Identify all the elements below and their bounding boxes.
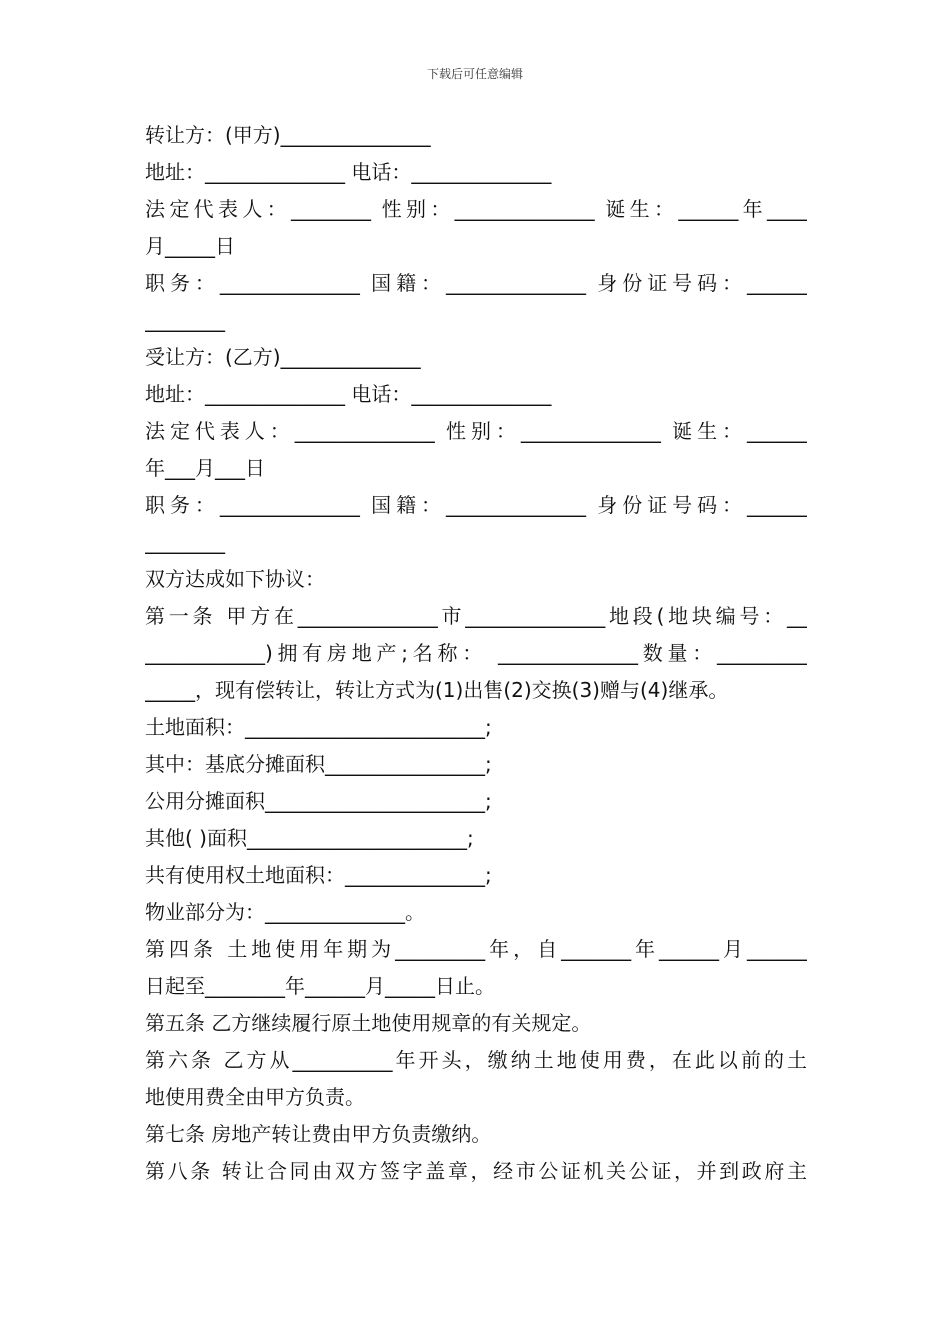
text-line: _____，现有偿转让，转让方式为(1)出售(2)交换(3)赠与(4)继承。 <box>145 678 729 702</box>
text-line: ________ <box>145 530 225 554</box>
text-line: 土地面积：________________________; <box>145 715 492 739</box>
text-line: 地址：______________ 电话：______________ <box>145 382 552 406</box>
text-line: 职务：______________ 国籍：______________ 身份证号码：______ <box>145 493 807 517</box>
text-line: 其中：基底分摊面积________________; <box>145 752 492 776</box>
text-line: ____________)拥有房地产;名称： ______________数量：_________ <box>145 641 807 665</box>
text-line: 第六条 乙方从__________年开头，缴纳土地使用费，在此以前的土 <box>145 1048 807 1072</box>
text-line: 物业部分为：______________。 <box>145 900 425 924</box>
text-line: 第七条 房地产转让费由甲方负责缴纳。 <box>145 1122 492 1146</box>
text-line: 第四条 土地使用年期为_________年，自_______年______月______ <box>145 937 807 961</box>
text-line: 公用分摊面积______________________; <box>145 789 492 813</box>
page-header: 下载后可任意编辑 <box>426 67 523 81</box>
text-line: 第八条 转让合同由双方签字盖章，经市公证机关公证，并到政府主 <box>145 1159 807 1183</box>
text-line: 地使用费全由甲方负责。 <box>145 1085 365 1109</box>
text-line: 职务：______________ 国籍：______________ 身份证号码：______ <box>145 271 807 295</box>
text-line: 年___月___日 <box>145 456 265 480</box>
text-line: 其他( )面积______________________; <box>145 826 474 850</box>
text-line: 地址：______________ 电话：______________ <box>145 160 552 184</box>
text-line: 法定代表人：______________ 性别：______________ 诞生：______ <box>145 419 807 443</box>
text-line: ________ <box>145 308 225 332</box>
text-line: 共有使用权土地面积：______________; <box>145 863 492 887</box>
text-line: 双方达成如下协议： <box>145 567 325 591</box>
contract-body <box>145 117 807 1190</box>
text-line: 第五条 乙方继续履行原土地使用规章的有关规定。 <box>145 1011 592 1035</box>
text-line: 第一条 甲方在______________市______________地段(地块编号：__ <box>145 604 807 628</box>
text-line: 转让方：(甲方)_______________ <box>145 123 431 147</box>
text-line: 法定代表人：________ 性别：______________ 诞生：______年____ <box>145 197 807 221</box>
text-line: 月_____日 <box>145 234 235 258</box>
text-line: 日起至________年______月_____日止。 <box>145 974 495 998</box>
text-line: 受让方：(乙方)______________ <box>145 345 421 369</box>
